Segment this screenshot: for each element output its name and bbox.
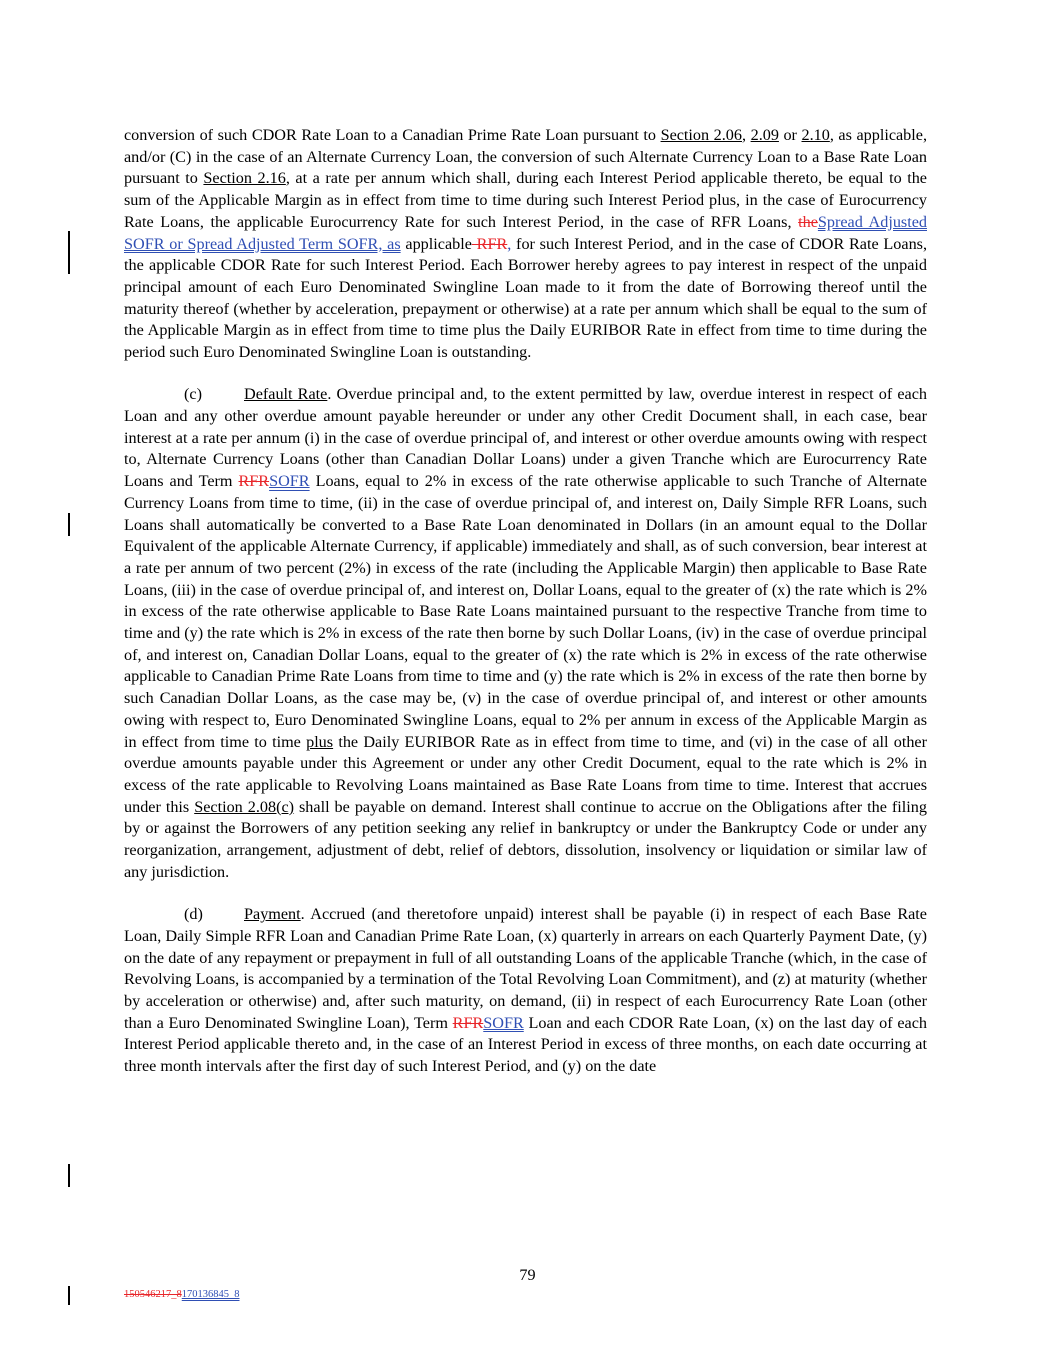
paragraph-default-rate: (c) Default Rate. Overdue principal and, to the extent permitted by law, overdue interest in respect of each Loan and any other overdue amount payable hereunder or under any other Credit Document shall, in each case, bear interest at a rate per annum (i) in the case of overdue principal of, and interest or other overdue amounts owing with respect to, Alternate Currency Loans (other than Canadian Dollar Loans) under a given Tranche which are Eurocurrency Rate Loans and Term RFRSOFR Loans, equal to 2% in excess of the rate otherwise applicable to such Tranche of Alternate Currency Loans from time to time, (ii) in the case of overdue principal of, and interest on, Daily Simple RFR Loans, such Loans shall automatically be converted to a Base Rate Loan denominated in Dollars (in an amount equal to the Dollar Equivalent of the applicable Alternate Currency, if applicable) immediately and shall, as of such conversion, bear interest at a rate per annum of two percent (2%) in excess of the rate (including the Applicable Margin) then applicable to Base Rate Loans, (iii) in the case of overdue principal of, and interest on, Dollar Loans, equal to the greater of (x) the rate which is 2% in excess of the rate otherwise applicable to Base Rate Loans maintained pursuant to the respective Tranche from time to time and (y) the rate which is 2% in excess of the rate then borne by such Dollar Loans, (iv) in the case of overdue principal of, and interest on, Canadian Dollar Loans, equal to the greater of (x) the rate which is 2% in excess of the rate otherwise applicable to Canadian Prime Rate Loans from time to time and (y) the rate which is 2% in excess of the rate then borne by such Canadian Dollar Loans, as the case may be, (v) in the case of overdue principal of, and interest or other amounts owing with respect to, Euro Denominated Swingline Loans, equal to 2% per annum in excess of the Applicable Margin as in effect from time to time plus the Daily EURIBOR Rate as in effect from time to time, and (vi) in the case of all other overdue amounts payable under this Agreement or under any other Credit Document, equal to the rate which is 2% in excess of the rate applicable to Revolving Loans maintained as Base Rate Loans from time to time. Interest that accrues under this Section 2.08(c) shall be payable on demand. Interest shall continue to accrue on the Obligations after the filing by or against the Borrowers of any petition seeking any relief in bankruptcy or under the Bankruptcy Code or under any reorganization, arrangement, adjustment of debt, relief of debtors, dissolution, insolvency or liquidation or similar law of any jurisdiction. [124,385,927,881]
section-ref: Section 2.06 [660,126,742,144]
section-ref: Section 2.16 [203,169,286,188]
clause-heading: Payment [244,905,301,924]
inserted-text: SOFR [269,472,310,491]
document-body [124,125,927,1078]
change-bar [68,513,70,536]
paragraph-payment: (d) Payment. Accrued (and theretofore unpaid) interest shall be payable (i) in respect of each Base Rate Loan, Daily Simple RFR Loan and Canadian Prime Rate Loan, (x) quarterly in arrears on each Quarterly Payment Date, (y) on the date of any repayment or prepayment in full of all outstanding Loans of the applicable Tranche (which, in the case of Revolving Loans, is accompanied by a termination of the Total Revolving Loan Commitment), and (z) at maturity (whether by acceleration or otherwise) and, after such maturity, on demand, (ii) in respect of each Eurocurrency Rate Loan (other than a Euro Denominated Swingline Loan), Term RFRSOFR Loan and each CDOR Rate Loan, (x) on the last day of each Interest Period applicable thereto and, in the case of an Interest Period in excess of three months, on each date occurring at three month intervals after the first day of such Interest Period, and (y) on the date [124,905,927,1076]
document-id-footer [124,1289,240,1300]
inserted-doc-id: 170136845_8 [181,1289,240,1300]
section-ref: Section 2.08(c) [194,797,295,816]
inserted-text: Spread Adjusted SOFR or Spread Adjusted Term SOFR, as [124,212,927,253]
change-bar [68,1164,70,1187]
change-bar [68,1286,70,1305]
deleted-text: the [798,212,818,231]
deleted-text: RFR [452,1013,484,1032]
inserted-text: SOFR [483,1013,524,1032]
section-ref: 2.10 [801,126,830,144]
paragraph-interest-rate: conversion of such CDOR Rate Loan to a Canadian Prime Rate Loan pursuant to Section 2.06, 2.09 or 2.10, as applicable, and/or (C) in the case of an Alternate Currency Loan, the conversion of such Alternate Currency Loan to a Base Rate Loan pursuant to Section 2.16, at a rate per annum which shall, during each Interest Period applicable thereto, be equal to the sum of the Applicable Margin as in effect from time to time during such Interest Period plus, in the case of Eurocurrency Rate Loans, the applicable Eurocurrency Rate for such Interest Period, in the case of RFR Loans, theSpread Adjusted SOFR or Spread Adjusted Term SOFR, as applicable RFR, for such Interest Period, and in the case of CDOR Rate Loans, the applicable CDOR Rate for such Interest Period. Each Borrower hereby agrees to pay interest in respect of the unpaid principal amount of each Euro Denominated Swingline Loan made to it from the date of Borrowing thereof until the maturity thereof (whether by acceleration, prepayment or otherwise) at a rate per annum which shall be equal to the sum of the Applicable Margin as in effect from time to time plus the Daily EURIBOR Rate in effect from time to time during the period such Euro Denominated Swingline Loan is outstanding. [124,126,928,362]
emphasis-plus: plus [306,732,334,751]
page-number: 79 [519,1266,536,1284]
clause-label: (c) [184,385,202,404]
deleted-text: RFR [471,234,508,253]
deleted-doc-id: 150546217_8 [124,1289,182,1300]
change-bar [68,231,70,274]
deleted-text: RFR [238,472,270,491]
clause-label: (d) [184,905,203,924]
clause-heading: Default Rate [244,385,328,404]
inserted-text: , [507,234,512,253]
section-ref: 2.09 [750,126,779,144]
